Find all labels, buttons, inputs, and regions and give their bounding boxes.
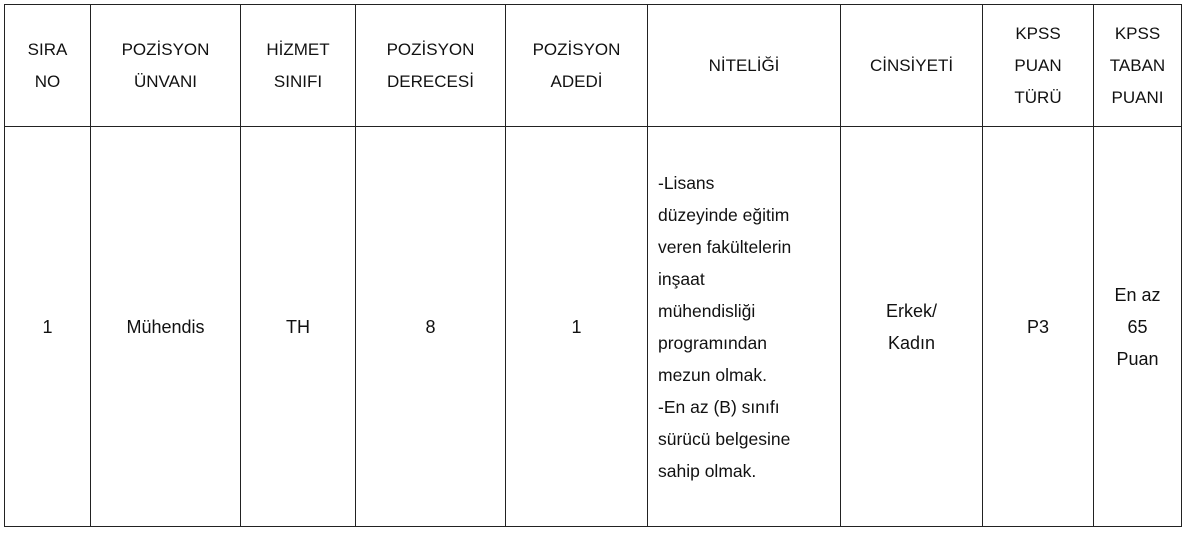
header-kpss-puan-turu: KPSS PUAN TÜRÜ: [983, 5, 1094, 127]
header-cinsiyeti: CİNSİYETİ: [841, 5, 983, 127]
cell-nitelik: -Lisans düzeyinde eğitim veren fakültelerin inşaat mühendisliği programından mezun olmak. -En az (B) sınıfı sürücü belgesine sahip olmak.: [648, 127, 841, 527]
cell-unvan: Mühendis: [91, 127, 241, 527]
cell-hizmet-sinifi: TH: [241, 127, 356, 527]
header-sira-no: SIRA NO: [5, 5, 91, 127]
header-niteligi: NİTELİĞİ: [648, 5, 841, 127]
cell-puan-turu: P3: [983, 127, 1094, 527]
header-kpss-taban-puani: KPSS TABAN PUANI: [1094, 5, 1182, 127]
header-pozisyon-unvani: POZİSYON ÜNVANI: [91, 5, 241, 127]
header-hizmet-sinifi: HİZMET SINIFI: [241, 5, 356, 127]
position-table: [4, 4, 1182, 527]
header-pozisyon-derecesi: POZİSYON DERECESİ: [356, 5, 506, 127]
cell-taban-puan: En az 65 Puan: [1094, 127, 1182, 527]
cell-cinsiyet: Erkek/ Kadın: [841, 127, 983, 527]
header-pozisyon-adedi: POZİSYON ADEDİ: [506, 5, 648, 127]
cell-sira-no: 1: [5, 127, 91, 527]
header-row: [5, 5, 1182, 127]
table-row: [5, 127, 1182, 527]
cell-derece: 8: [356, 127, 506, 527]
cell-adet: 1: [506, 127, 648, 527]
